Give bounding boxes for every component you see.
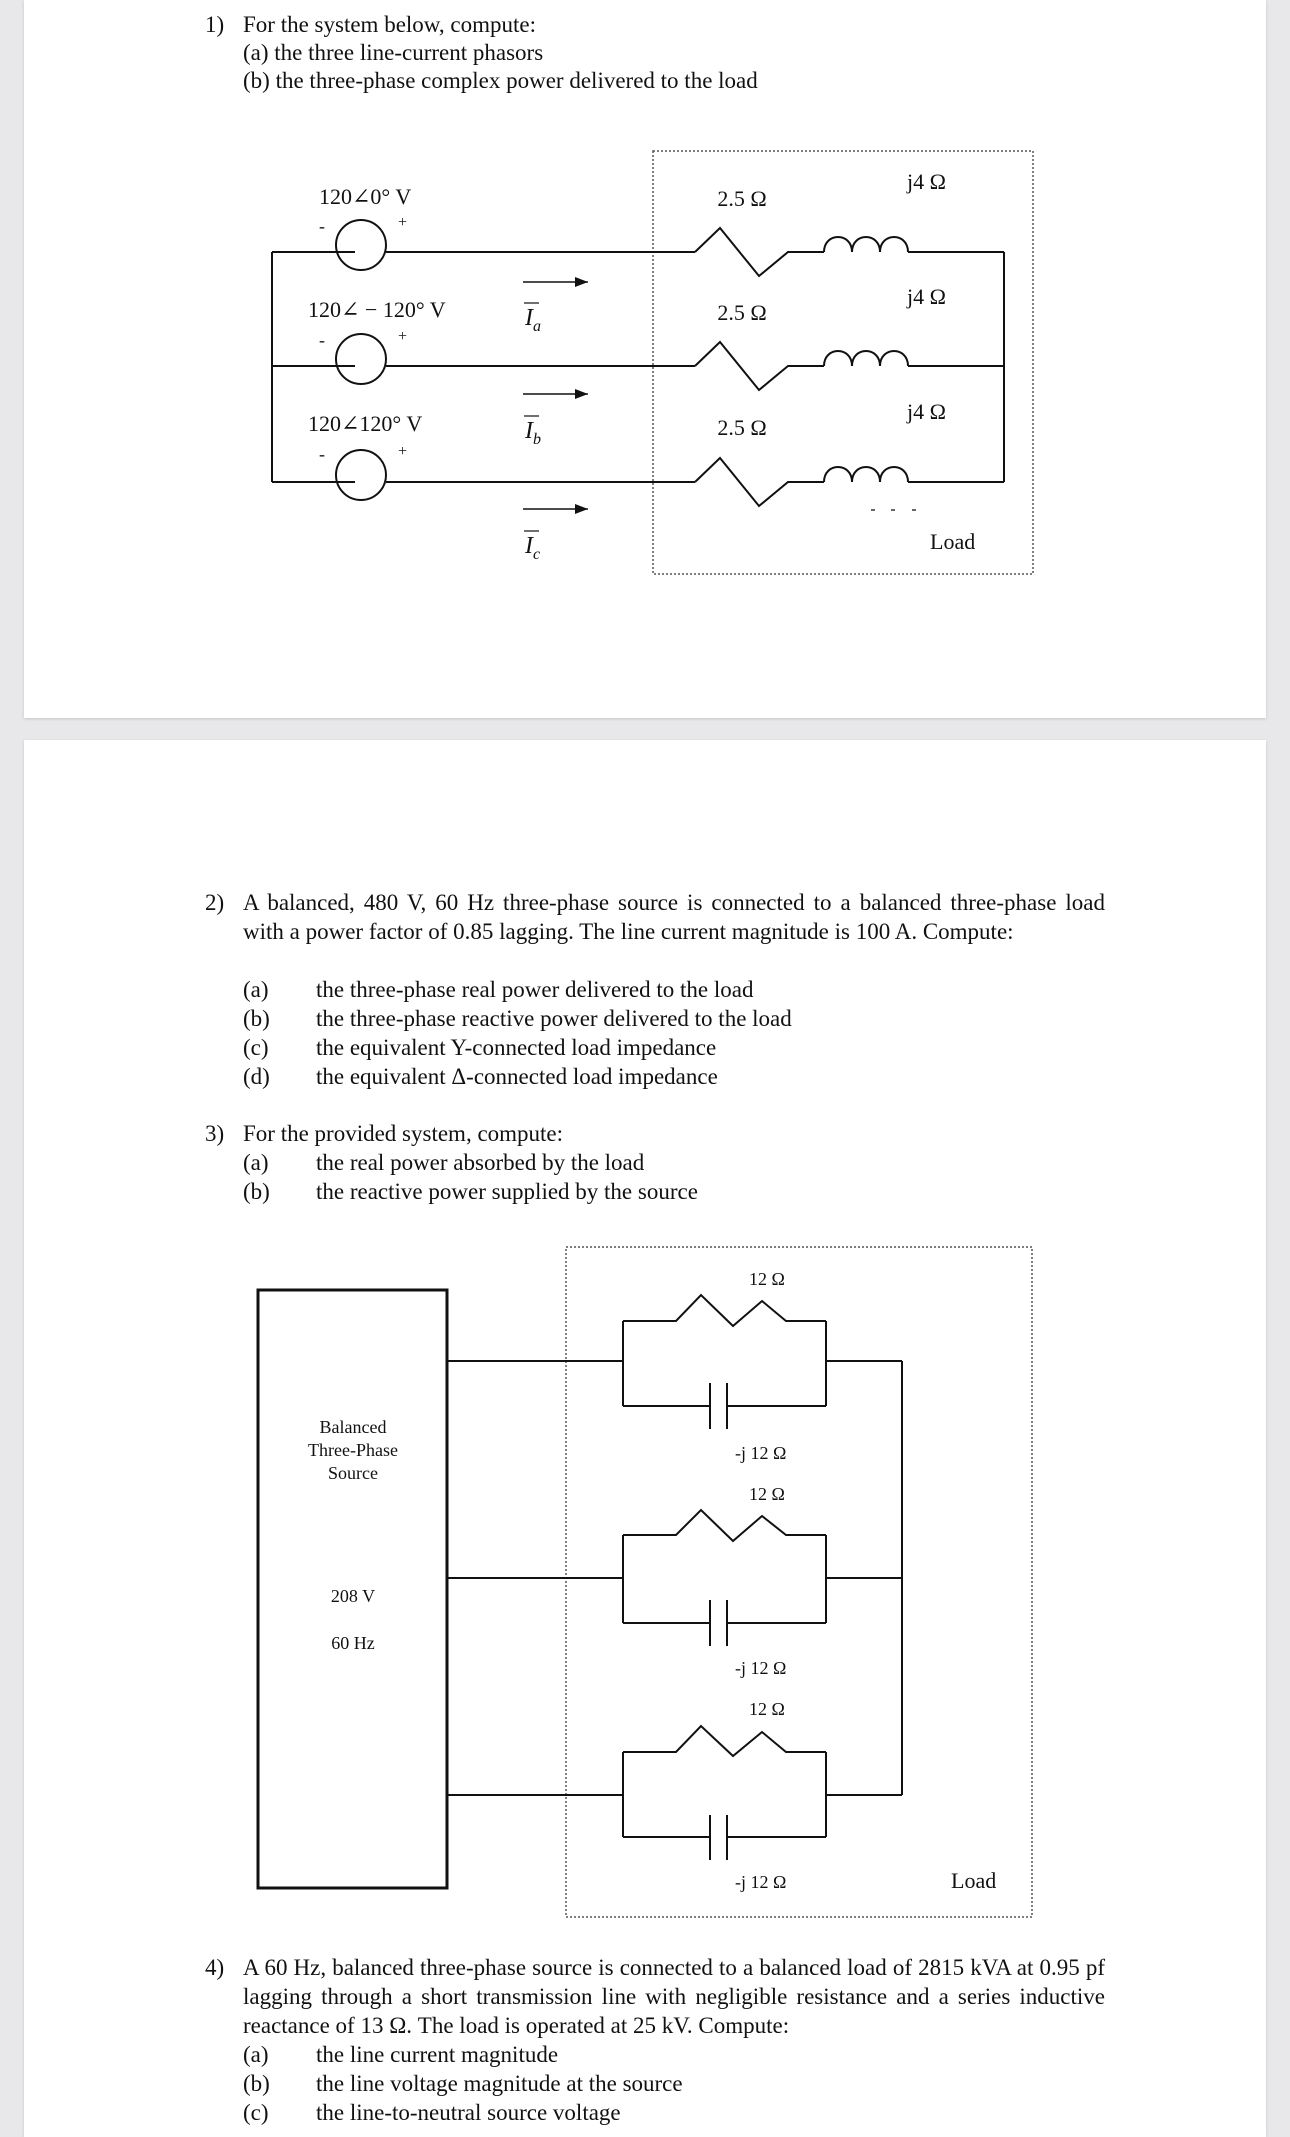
page-2 bbox=[24, 740, 1266, 2137]
q1-source-a-label: 120∠0° V bbox=[319, 184, 412, 209]
q3-part-b-label: (b) bbox=[243, 1179, 270, 1204]
q1-part-a-text: the three line-current phasors bbox=[274, 40, 544, 65]
q2-part-a-label: (a) bbox=[243, 977, 269, 1002]
q1-load-label: Load bbox=[930, 529, 976, 554]
q3-resistor-2 bbox=[623, 1510, 826, 1541]
q1-part-b-label: (b) bbox=[243, 68, 270, 93]
q1-inductor-a bbox=[824, 237, 908, 252]
q1-resistor-c bbox=[695, 458, 824, 506]
q1-source-c-minus: - bbox=[319, 444, 325, 464]
q1-source-b-minus: - bbox=[319, 330, 325, 350]
q4-number: 4) bbox=[205, 1955, 225, 1980]
q1-source-a-plus: + bbox=[398, 214, 408, 231]
q1-source-c bbox=[336, 450, 386, 500]
q3-capacitor-3-label: -j 12 Ω bbox=[735, 1872, 787, 1892]
q3-load-box bbox=[566, 1247, 1032, 1917]
q1-part-b-text: the three-phase complex power delivered to the load bbox=[275, 68, 758, 93]
q3-capacitor-1-label: -j 12 Ω bbox=[735, 1443, 787, 1463]
q3-circuit-diagram bbox=[24, 740, 1266, 2137]
q2-part-c-label: (c) bbox=[243, 1035, 269, 1060]
q2-number: 2) bbox=[205, 890, 225, 915]
q3-resistor-3-label: 12 Ω bbox=[749, 1699, 785, 1719]
q4-stem: A 60 Hz, balanced three-phase source is connected to a balanced load of 2815 kVA at 0.95 pf lagging through a short transmission line with negligible resistance and a series inductive reactance of 13 Ω. The load is operated at 25 kV. Compute: bbox=[243, 1955, 1105, 2038]
q3-stem: For the provided system, compute: bbox=[243, 1121, 564, 1146]
q1-resistor-b bbox=[695, 342, 824, 390]
q1-resistor-a bbox=[695, 228, 824, 276]
q3-resistor-2-label: 12 Ω bbox=[749, 1484, 785, 1504]
q4-part-b-text: the line voltage magnitude at the source bbox=[316, 2071, 683, 2096]
q3-source-line-1: Balanced bbox=[319, 1417, 387, 1437]
q1-circuit-diagram bbox=[24, 0, 1266, 718]
q1-resistor-b-label: 2.5 Ω bbox=[717, 300, 767, 325]
q1-inductor-b bbox=[824, 351, 908, 366]
q2-part-d-label: (d) bbox=[243, 1064, 270, 1089]
q3-part-b-text: the reactive power supplied by the source bbox=[316, 1179, 698, 1204]
q2-stem: A balanced, 480 V, 60 Hz three-phase source is connected to a balanced three-phase load with a power factor of 0.85 lagging. The line current magnitude is 100 A. Compute: bbox=[243, 890, 1105, 944]
q3-source-line-2: Three-Phase bbox=[308, 1440, 398, 1460]
q1-source-c-plus: + bbox=[398, 443, 408, 460]
q3-part-a-label: (a) bbox=[243, 1150, 269, 1175]
q1-number: 1) bbox=[205, 12, 225, 37]
q1-load-box bbox=[653, 151, 1033, 574]
q3-source-line-3: Source bbox=[328, 1463, 378, 1483]
q2-part-a-text: the three-phase real power delivered to the load bbox=[316, 977, 754, 1002]
q3-resistor-1 bbox=[623, 1295, 826, 1326]
q1-source-a bbox=[336, 220, 386, 270]
q1-resistor-a-label: 2.5 Ω bbox=[717, 186, 767, 211]
q4-part-a-text: the line current magnitude bbox=[316, 2042, 559, 2067]
q1-source-a-minus: - bbox=[319, 216, 325, 236]
q4-part-a-label: (a) bbox=[243, 2042, 269, 2067]
q1-current-a-label: $I_a$ bbox=[525, 305, 541, 335]
q1-current-c-label: $I_c$ bbox=[525, 533, 541, 563]
q2-part-b-label: (b) bbox=[243, 1006, 270, 1031]
q4-part-c-text: the line-to-neutral source voltage bbox=[316, 2100, 621, 2125]
q1-source-b-label: 120∠ − 120° V bbox=[308, 297, 446, 322]
q2-part-c-text: the equivalent Y-connected load impedance bbox=[316, 1035, 717, 1060]
q2-part-d-text: the equivalent Δ-connected load impedance bbox=[316, 1064, 718, 1089]
q3-resistor-3 bbox=[623, 1726, 826, 1756]
q1-inductor-a-label: j4 Ω bbox=[907, 169, 946, 194]
q3-resistor-1-label: 12 Ω bbox=[749, 1269, 785, 1289]
q4-part-b-label: (b) bbox=[243, 2071, 270, 2096]
q1-inductor-c bbox=[824, 467, 908, 482]
q1-source-b bbox=[336, 334, 386, 384]
q1-resistor-c-label: 2.5 Ω bbox=[717, 415, 767, 440]
page-1 bbox=[24, 0, 1266, 718]
q1-stem: For the system below, compute: bbox=[243, 12, 536, 37]
q3-load-label: Load bbox=[951, 1868, 997, 1893]
q3-capacitor-2-label: -j 12 Ω bbox=[735, 1658, 787, 1678]
q3-part-a-text: the real power absorbed by the load bbox=[316, 1150, 645, 1175]
q4-part-c-label: (c) bbox=[243, 2100, 269, 2125]
q1-inductor-b-label: j4 Ω bbox=[907, 284, 946, 309]
q3-number: 3) bbox=[205, 1121, 225, 1146]
q3-source-voltage: 208 V bbox=[330, 1586, 376, 1606]
q1-source-b-plus: + bbox=[398, 328, 408, 345]
q1-source-c-label: 120∠120° V bbox=[308, 411, 423, 436]
q1-inductor-c-label: j4 Ω bbox=[907, 399, 946, 424]
q3-source-frequency: 60 Hz bbox=[331, 1633, 375, 1653]
q1-part-a-label: (a) bbox=[243, 40, 269, 65]
q1-current-b-label: $I_b$ bbox=[525, 418, 541, 448]
q2-part-b-text: the three-phase reactive power delivered to the load bbox=[316, 1006, 792, 1031]
